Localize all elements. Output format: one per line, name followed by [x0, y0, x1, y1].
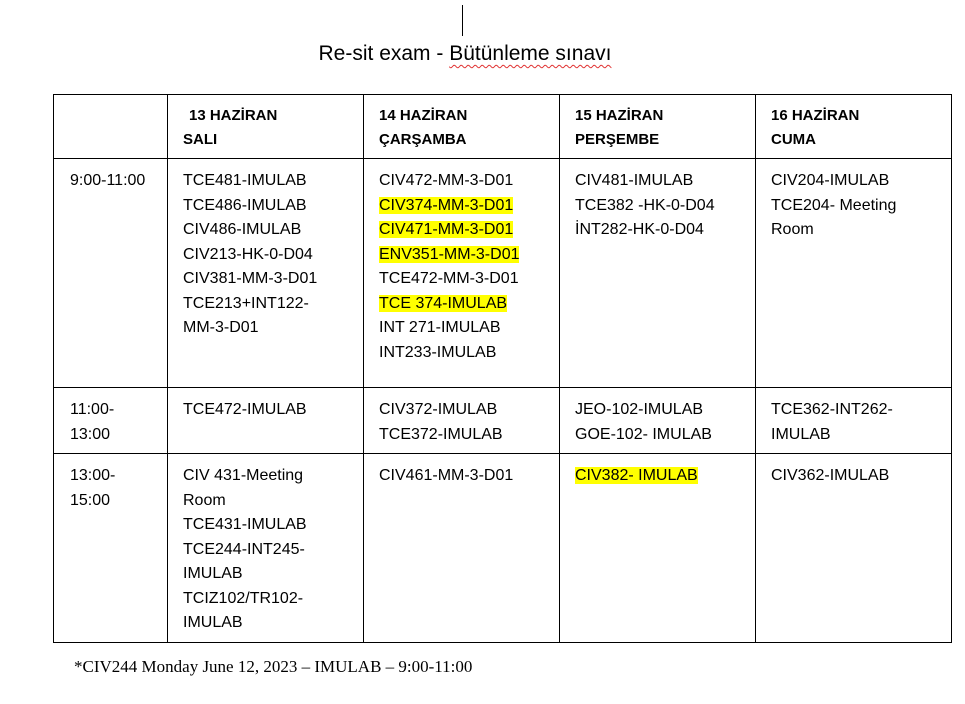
time-slot-row — [54, 388, 952, 454]
exam-entry: TCE204- Meeting — [771, 196, 897, 214]
exam-entry: TCE472-MM-3-D01 — [379, 270, 519, 287]
day-header — [756, 95, 952, 159]
exam-entry-highlighted: CIV374-MM-3-D01 — [379, 196, 514, 214]
page-title — [0, 40, 930, 68]
day-weekday: SALI — [183, 131, 218, 148]
exam-entry: TCE362-INT262- — [771, 401, 893, 418]
day-date: 15 HAZİRAN — [575, 107, 664, 124]
day-header — [364, 95, 560, 159]
day-date: 16 HAZİRAN — [771, 107, 860, 124]
exam-entry: IMULAB — [183, 565, 243, 582]
exam-entry-highlighted: ENV351-MM-3-D01 — [379, 245, 520, 263]
exam-entry: CIV372-IMULAB — [379, 401, 498, 418]
schedule-cell — [364, 454, 560, 643]
title-underlined: Bütünleme sınavı — [449, 42, 612, 65]
exam-entry: IMULAB — [183, 614, 243, 631]
time-slot: 11:00-13:00 — [54, 388, 168, 454]
day-weekday: CUMA — [771, 131, 816, 148]
exam-entry: TCE486-IMULAB — [183, 196, 307, 214]
exam-entry: TCE244-INT245- — [183, 540, 305, 558]
exam-entry: CIV204-IMULAB — [771, 172, 890, 189]
text-cursor — [462, 5, 463, 36]
time-slot: 9:00-11:00 — [54, 159, 168, 388]
exam-entry: TCE213+INT122- — [183, 294, 309, 312]
day-header — [560, 95, 756, 159]
exam-entry: JEO-102-IMULAB — [575, 401, 704, 418]
schedule-cell — [168, 454, 364, 643]
schedule-cell — [756, 159, 952, 388]
exam-entry: CIV381-MM-3-D01 — [183, 270, 318, 287]
footnote: *CIV244 Monday June 12, 2023 – IMULAB – 9:00-11:00 — [74, 657, 473, 676]
exam-schedule-table — [53, 94, 952, 643]
exam-entry: Room — [771, 221, 814, 238]
exam-entry: TCE382 -HK-0-D04 — [575, 196, 715, 214]
schedule-cell — [168, 159, 364, 388]
day-date: 13 HAZİRAN — [189, 107, 278, 124]
exam-entry: TCE431-IMULAB — [183, 516, 307, 533]
exam-entry: TCE472-IMULAB — [183, 401, 307, 418]
exam-entry: İNT282-HK-0-D04 — [575, 221, 704, 238]
exam-entry: MM-3-D01 — [183, 319, 259, 336]
header-row — [54, 95, 952, 159]
exam-entry: TCE372-IMULAB — [379, 425, 503, 443]
day-weekday: ÇARŞAMBA — [379, 131, 467, 148]
exam-entry: CIV472-MM-3-D01 — [379, 172, 514, 189]
exam-entry: Room — [183, 491, 226, 509]
exam-entry-highlighted: TCE 374-IMULAB — [379, 294, 508, 312]
schedule-cell — [756, 454, 952, 643]
exam-entry-highlighted: CIV471-MM-3-D01 — [379, 221, 514, 238]
exam-entry: CIV461-MM-3-D01 — [379, 467, 514, 484]
schedule-cell — [364, 159, 560, 388]
time-slot-row — [54, 159, 952, 388]
exam-entry: CIV 431-Meeting — [183, 467, 304, 484]
day-weekday: PERŞEMBE — [575, 131, 660, 148]
exam-entry: INT 271-IMULAB — [379, 319, 501, 336]
exam-entry: CIV213-HK-0-D04 — [183, 245, 313, 263]
day-date: 14 HAZİRAN — [379, 107, 468, 124]
schedule-cell — [560, 388, 756, 454]
schedule-cell — [168, 388, 364, 454]
exam-entry: INT233-IMULAB — [379, 343, 497, 361]
schedule-cell — [756, 388, 952, 454]
exam-entry-highlighted: CIV382- IMULAB — [575, 467, 698, 484]
exam-entry: GOE-102- IMULAB — [575, 425, 712, 443]
exam-entry: CIV481-IMULAB — [575, 172, 694, 189]
schedule-cell — [560, 454, 756, 643]
exam-entry: TCIZ102/TR102- — [183, 589, 304, 607]
time-slot-row — [54, 454, 952, 643]
header-corner — [54, 95, 168, 159]
time-slot: 13:00-15:00 — [54, 454, 168, 643]
exam-entry: TCE481-IMULAB — [183, 172, 307, 189]
day-header — [168, 95, 364, 159]
schedule-cell — [364, 388, 560, 454]
schedule-cell — [560, 159, 756, 388]
exam-entry: CIV362-IMULAB — [771, 467, 890, 484]
exam-entry: CIV486-IMULAB — [183, 221, 302, 238]
title-prefix: Re-sit exam - — [318, 42, 450, 65]
exam-entry: IMULAB — [771, 425, 831, 443]
